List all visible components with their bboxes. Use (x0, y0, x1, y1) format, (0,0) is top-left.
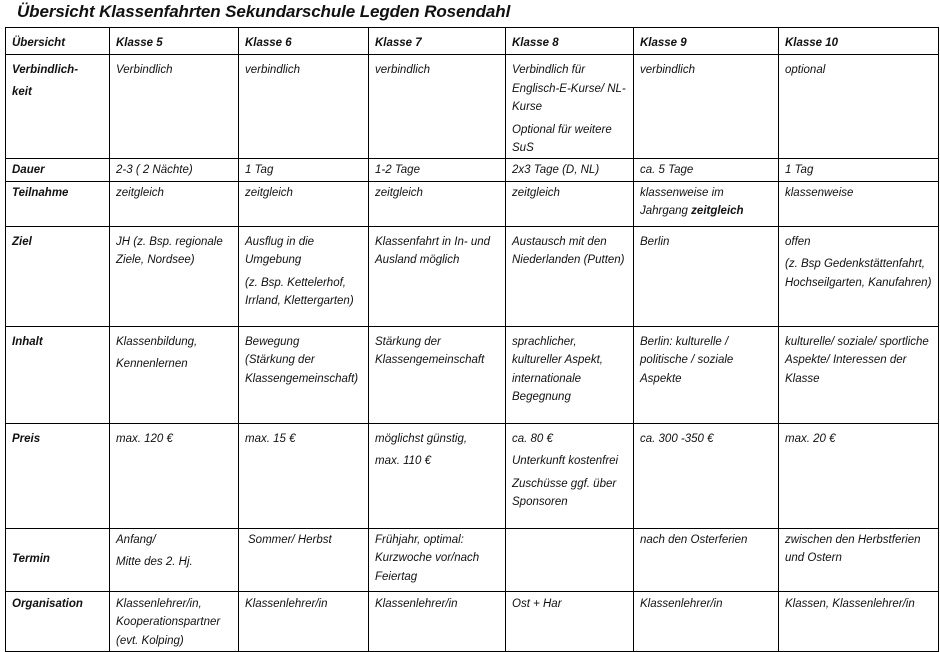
cell-text: Mitte des 2. Hj. (116, 556, 193, 568)
table-cell: Klassenlehrer/in (239, 591, 369, 651)
row-label: Termin (6, 528, 110, 591)
header-cell: Klasse 10 (779, 28, 939, 55)
table-cell: verbindlich (634, 55, 779, 159)
table-cell: zwischen den Herbstferien und Ostern (779, 528, 939, 591)
table-cell: JH (z. Bsp. regionale Ziele, Nordsee) (110, 226, 239, 326)
header-cell: Übersicht (6, 28, 110, 55)
cell-text: Ausflug in die Umgebung (245, 235, 315, 266)
row-label-line: Verbindlich- (12, 64, 79, 76)
table-cell: 2-3 ( 2 Nächte) (110, 158, 239, 181)
table-cell: sprachlicher, kultureller Aspekt, internationale Begegnung (506, 326, 634, 423)
table-cell: zeitgleich (369, 181, 506, 226)
cell-text: Anfang/ (116, 533, 156, 546)
cell-text-bold: zeitgleich (691, 205, 744, 217)
table-cell: Klassenlehrer/in (369, 591, 506, 651)
header-cell: Klasse 9 (634, 28, 779, 55)
table-cell (369, 423, 506, 528)
cell-text: Optional für weitere SuS (512, 123, 612, 154)
table-cell: zeitgleich (110, 181, 239, 226)
table-row (6, 528, 939, 591)
table-cell: klassenweise (779, 181, 939, 226)
table-cell: 2x3 Tage (D, NL) (506, 158, 634, 181)
cell-text: offen (785, 235, 811, 248)
table-cell: Klassenfahrt in In- und Ausland möglich (369, 226, 506, 326)
table-cell: verbindlich (239, 55, 369, 159)
row-label: Preis (6, 423, 110, 528)
row-label (6, 55, 110, 159)
cell-text: (z. Bsp Gedenkstättenfahrt, Hochseilgarten, Kanufahren) (785, 258, 932, 289)
cell-text: Bewegung (245, 335, 300, 348)
table-cell: verbindlich (369, 55, 506, 159)
table-cell: max. 15 € (239, 423, 369, 528)
header-cell: Klasse 7 (369, 28, 506, 55)
cell-text: ca. 80 € (512, 432, 553, 445)
table-cell: Austausch mit den Niederlanden (Putten) (506, 226, 634, 326)
table-cell (110, 326, 239, 423)
table-row (6, 423, 939, 528)
table-cell: zeitgleich (239, 181, 369, 226)
row-label: Teilnahme (6, 181, 110, 226)
table-cell (506, 528, 634, 591)
table-cell: zeitgleich (506, 181, 634, 226)
table-cell: Verbindlich (110, 55, 239, 159)
table-cell: Klassenlehrer/in, Kooperationspartner (evt. Kolping) (110, 591, 239, 651)
table-cell (779, 226, 939, 326)
table-cell: Berlin (634, 226, 779, 326)
cell-text: Zuschüsse ggf. über Sponsoren (512, 477, 617, 508)
header-cell: Klasse 6 (239, 28, 369, 55)
cell-text: klassenweise im Jahrgang (640, 186, 724, 217)
table-cell: Stärkung der Klassengemeinschaft (369, 326, 506, 423)
table-row (6, 591, 939, 651)
page-title: Übersicht Klassenfahrten Sekundarschule Legden Rosendahl (17, 2, 511, 21)
table-cell (239, 226, 369, 326)
row-label: Dauer (6, 158, 110, 181)
table-cell (110, 528, 239, 591)
table-cell (506, 423, 634, 528)
cell-text: Kennenlernen (116, 358, 188, 370)
header-row (6, 28, 939, 55)
table-cell: Frühjahr, optimal: Kurzwoche vor/nach Feiertag (369, 528, 506, 591)
table-cell: Klassenlehrer/in (634, 591, 779, 651)
table-cell: optional (779, 55, 939, 159)
table-row (6, 55, 939, 159)
table-cell: Klassen, Klassenlehrer/in (779, 591, 939, 651)
table-cell: nach den Osterferien (634, 528, 779, 591)
table-cell: Berlin: kulturelle / politische / soziale Aspekte (634, 326, 779, 423)
table-cell (239, 326, 369, 423)
row-label-line: keit (12, 85, 32, 98)
table-cell (634, 181, 779, 226)
row-label: Ziel (6, 226, 110, 326)
cell-text: möglichst günstig, (375, 432, 468, 445)
cell-text: Klassenbildung, (116, 335, 198, 348)
table-row (6, 181, 939, 226)
table-row (6, 226, 939, 326)
table-row (6, 326, 939, 423)
row-label: Inhalt (6, 326, 110, 423)
table-cell: ca. 5 Tage (634, 158, 779, 181)
header-cell: Klasse 5 (110, 28, 239, 55)
table-cell: kulturelle/ soziale/ sportliche Aspekte/ Interessen der Klasse (779, 326, 939, 423)
cell-text: (Stärkung der Klassengemeinschaft) (245, 354, 359, 385)
cell-text: (z. Bsp. Kettelerhof, Irrland, Klettergarten) (245, 276, 354, 307)
table-row (6, 158, 939, 181)
table-cell: 1 Tag (779, 158, 939, 181)
row-label: Organisation (6, 591, 110, 651)
table-cell: Ost + Har (506, 591, 634, 651)
table-cell: 1 Tag (239, 158, 369, 181)
table-cell (506, 55, 634, 159)
cell-text: max. 110 € (375, 455, 432, 467)
table-cell: 1-2 Tage (369, 158, 506, 181)
table-cell: ca. 300 -350 € (634, 423, 779, 528)
cell-text: Verbindlich für Englisch-E-Kurse/ NL-Kurse (512, 64, 626, 113)
header-cell: Klasse 8 (506, 28, 634, 55)
table-cell: max. 20 € (779, 423, 939, 528)
cell-text: Unterkunft kostenfrei (512, 455, 619, 467)
overview-table (5, 27, 939, 652)
table-cell: Sommer/ Herbst (239, 528, 369, 591)
table-cell: max. 120 € (110, 423, 239, 528)
